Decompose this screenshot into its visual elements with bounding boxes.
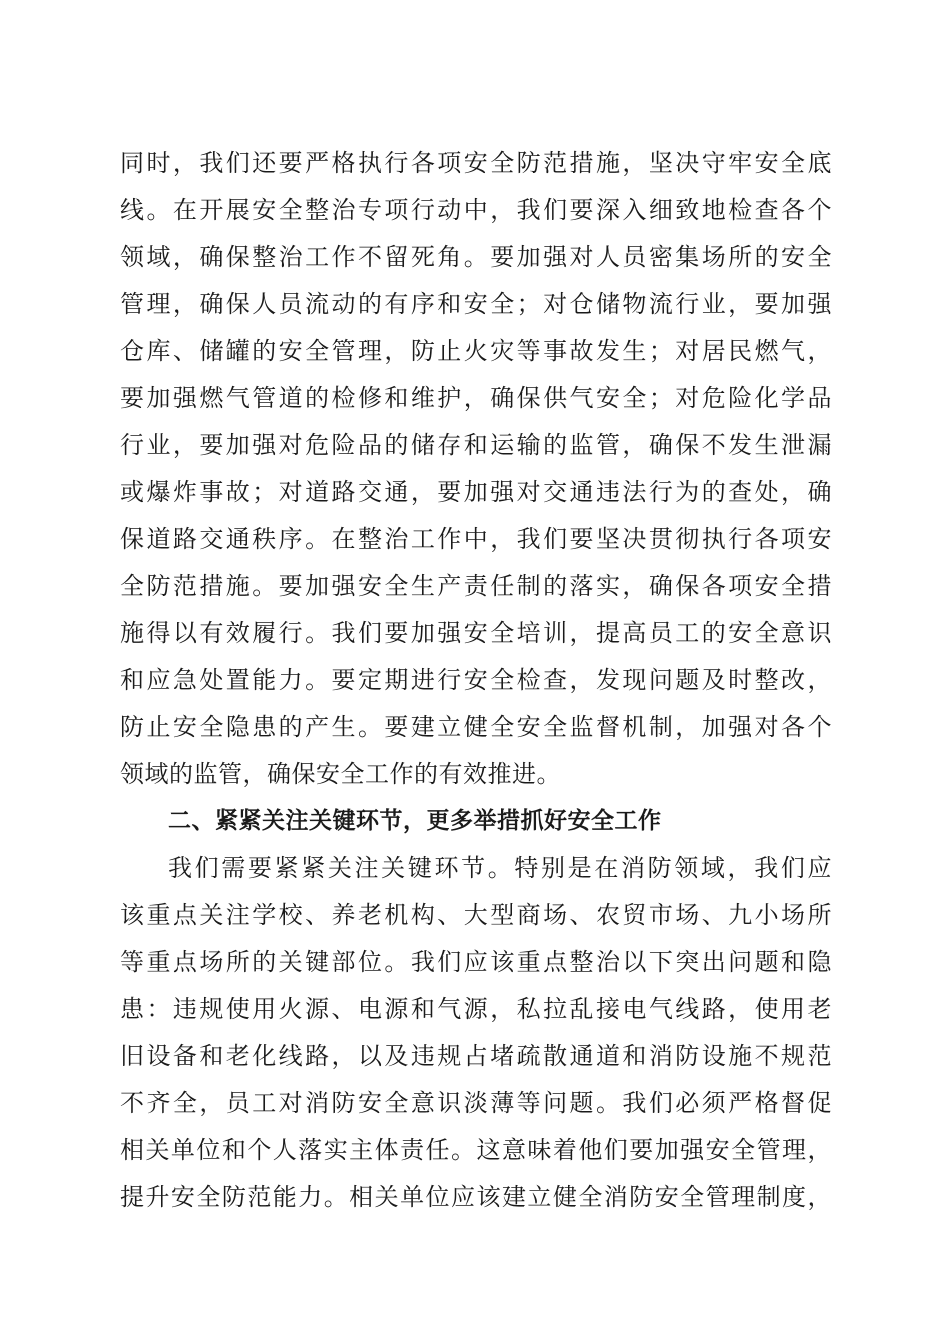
paragraph-1-line-7: 行业，要加强对危险品的储存和运输的监管，确保不发生泄漏 xyxy=(120,431,832,459)
paragraph-1-line-14: 领域的监管，确保安全工作的有效推进。 xyxy=(120,760,561,788)
paragraph-2-line-7: 相关单位和个人落实主体责任。这意味着他们要加强安全管理， xyxy=(120,1136,832,1164)
paragraph-2-line-3: 等重点场所的关键部位。我们应该重点整治以下突出问题和隐 xyxy=(120,948,832,976)
paragraph-1-line-10: 全防范措施。要加强安全生产责任制的落实，确保各项安全措 xyxy=(120,572,832,600)
paragraph-1-line-11: 施得以有效履行。我们要加强安全培训，提高员工的安全意识 xyxy=(120,619,832,647)
paragraph-2-line-2: 该重点关注学校、养老机构、大型商场、农贸市场、九小场所 xyxy=(120,901,832,929)
paragraph-2-line-4: 患：违规使用火源、电源和气源，私拉乱接电气线路，使用老 xyxy=(120,995,832,1023)
paragraph-1-line-12: 和应急处置能力。要定期进行安全检查，发现问题及时整改， xyxy=(120,666,832,694)
paragraph-2-line-5: 旧设备和老化线路，以及违规占堵疏散通道和消防设施不规范 xyxy=(120,1042,832,1070)
paragraph-1-line-6: 要加强燃气管道的检修和维护，确保供气安全；对危险化学品 xyxy=(120,384,832,412)
paragraph-1-line-13: 防止安全隐患的产生。要建立健全安全监督机制，加强对各个 xyxy=(120,713,832,741)
section-heading: 二、紧紧关注关键环节，更多举措抓好安全工作 xyxy=(168,808,662,834)
document-body xyxy=(120,140,832,1221)
paragraph-1-line-9: 保道路交通秩序。在整治工作中，我们要坚决贯彻执行各项安 xyxy=(120,525,832,553)
paragraph-1-line-2: 线。在开展安全整治专项行动中，我们要深入细致地检查各个 xyxy=(120,196,832,224)
paragraph-2-line-1: 我们需要紧紧关注关键环节。特别是在消防领域，我们应 xyxy=(168,854,832,882)
paragraph-1-line-5: 仓库、储罐的安全管理，防止火灾等事故发生；对居民燃气， xyxy=(120,337,832,365)
paragraph-1-line-3: 领域，确保整治工作不留死角。要加强对人员密集场所的安全 xyxy=(120,243,832,271)
paragraph-2-line-6: 不齐全，员工对消防安全意识淡薄等问题。我们必须严格督促 xyxy=(120,1089,832,1117)
paragraph-1-line-4: 管理，确保人员流动的有序和安全；对仓储物流行业，要加强 xyxy=(120,290,832,318)
paragraph-1-line-1: 同时，我们还要严格执行各项安全防范措施，坚决守牢安全底 xyxy=(120,149,832,177)
paragraph-2-line-8: 提升安全防范能力。相关单位应该建立健全消防安全管理制度， xyxy=(120,1183,832,1211)
paragraph-1-line-8: 或爆炸事故；对道路交通，要加强对交通违法行为的查处，确 xyxy=(120,478,832,506)
